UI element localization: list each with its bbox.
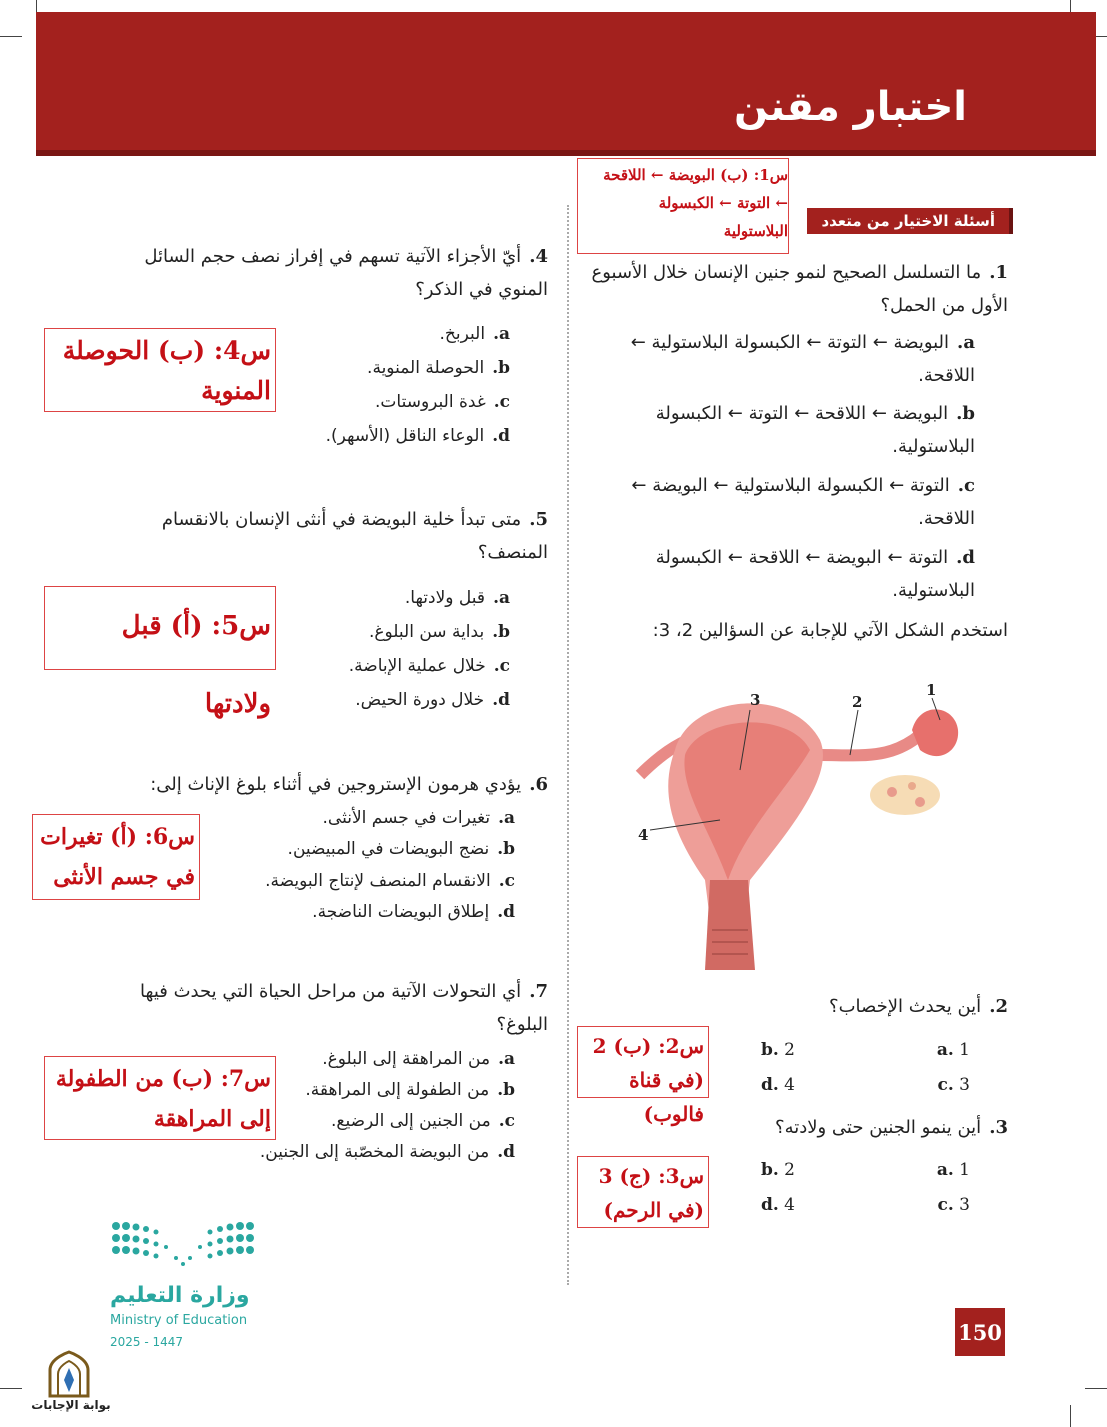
option-q5-c <box>290 649 510 683</box>
figure-label-3: 3 <box>750 691 761 709</box>
answer-line: س4: (ب) الحوصلة <box>62 336 271 365</box>
option-text: بداية سن البلوغ. <box>368 622 485 642</box>
option-letter: b. <box>497 839 515 859</box>
page-number: 150 <box>955 1308 1005 1356</box>
leader-line-2 <box>850 710 858 755</box>
option-text: غدة البروستات. <box>375 392 486 412</box>
ministry-year: 2025 - 1447 <box>110 1335 184 1349</box>
answer-line: س1: (ب) البويضة ← اللاقحة <box>603 166 788 184</box>
option-text: الوعاء الناقل (الأسهر). <box>325 426 485 446</box>
figure-intro: استخدم الشكل الآتي للإجابة عن السؤالين 2، 3: <box>652 620 1008 641</box>
option-letter: c. <box>957 475 975 496</box>
question-4 <box>125 240 548 306</box>
option-letter: c. <box>493 392 510 412</box>
option-q7-d <box>200 1135 515 1169</box>
question-7 <box>125 975 548 1041</box>
question-1 <box>590 256 1008 322</box>
question-text: ما التسلسل الصحيح لنمو جنين الإنسان خلال الأسبوع الأول من الحمل؟ <box>591 262 1008 316</box>
option-letter: a. <box>936 1160 954 1180</box>
option-text: الحوصلة المنوية. <box>367 358 485 378</box>
option-letter: c. <box>937 1075 954 1095</box>
option-letter: b. <box>492 358 510 378</box>
option-q1-c <box>590 469 975 535</box>
question-5 <box>125 503 548 569</box>
answer-box-q2 <box>577 1026 709 1126</box>
cervix <box>705 880 755 970</box>
option-text: من الطفولة إلى المراهقة. <box>305 1080 490 1100</box>
question-number: 3. <box>989 1117 1008 1138</box>
option-q3-c <box>900 1195 970 1215</box>
option-q5-b <box>290 615 510 649</box>
question-number: 6. <box>529 774 548 795</box>
option-letter: d. <box>956 547 975 568</box>
question-number: 7. <box>529 981 548 1002</box>
watermark-text: بوابة الإجابات <box>31 1398 111 1412</box>
option-q4-a <box>290 317 510 351</box>
question-text: أين ينمو الجنين حتى ولادته؟ <box>775 1117 982 1138</box>
answer-line: البلاستولية <box>723 222 788 240</box>
option-text: قبل ولادتها. <box>404 588 486 608</box>
option-letter: a. <box>936 1040 954 1060</box>
crop-mark <box>0 1388 22 1389</box>
answer-box-q7 <box>44 1056 276 1140</box>
option-letter: b. <box>497 1080 515 1100</box>
question-text: يؤدي هرمون الإستروجين في أثناء بلوغ الإناث إلى: <box>150 774 522 795</box>
option-letter: c. <box>498 1111 515 1131</box>
option-q6-b <box>220 832 515 866</box>
option-q6-a <box>220 801 515 835</box>
option-text: 1 <box>959 1160 970 1180</box>
header-banner-shadow <box>36 150 1096 156</box>
option-text: البويضة ← التوتة ← الكبسولة البلاستولية ← اللاقحة. <box>630 332 975 386</box>
option-text: 4 <box>784 1195 795 1215</box>
option-letter: d. <box>760 1075 779 1095</box>
question-number: 4. <box>529 246 548 267</box>
answers-gate-logo-icon <box>46 1350 92 1400</box>
option-letter: c. <box>498 871 515 891</box>
option-letter: d. <box>497 1142 515 1162</box>
crop-mark <box>1085 1388 1107 1389</box>
option-letter: d. <box>492 426 510 446</box>
answer-line: س2: (ب) 2 <box>592 1034 704 1058</box>
option-text: خلال دورة الحيض. <box>355 690 485 710</box>
fallopian-tube-right <box>820 735 920 755</box>
figure-label-1: 1 <box>926 681 937 699</box>
answer-line: إلى المراهقة <box>153 1106 271 1132</box>
option-q1-d <box>590 541 975 607</box>
option-q3-d <box>725 1195 795 1215</box>
question-number: 2. <box>989 996 1008 1017</box>
option-q2-b <box>725 1040 795 1060</box>
ministry-dots-logo <box>110 1220 260 1270</box>
option-letter: b. <box>760 1160 779 1180</box>
option-q5-a <box>290 581 510 615</box>
option-text: من المراهقة إلى البلوغ. <box>322 1049 491 1069</box>
option-text: 3 <box>959 1075 970 1095</box>
option-q7-a <box>240 1042 515 1076</box>
question-6 <box>125 768 548 801</box>
question-text: أي التحولات الآتية من مراحل الحياة التي يحدث فيها البلوغ؟ <box>140 981 548 1035</box>
option-letter: a. <box>493 324 510 344</box>
option-q7-b <box>240 1073 515 1107</box>
option-text: 2 <box>784 1040 795 1060</box>
option-text: 1 <box>959 1040 970 1060</box>
option-q6-c <box>220 864 515 898</box>
option-text: خلال عملية الإباضة. <box>348 656 486 676</box>
option-text: من الجنين إلى الرضيع. <box>331 1111 491 1131</box>
question-text: أين يحدث الإخصاب؟ <box>829 996 982 1017</box>
page-title: اختبار مقنن <box>733 84 967 130</box>
fimbriae <box>912 709 958 756</box>
option-q3-b <box>725 1160 795 1180</box>
option-text: نضج البويضات في المبيضين. <box>287 839 490 859</box>
answer-line: س6: (أ) تغيرات <box>40 824 195 850</box>
option-letter: d. <box>497 902 515 922</box>
answer-box-q1 <box>577 158 789 254</box>
option-text: 4 <box>784 1075 795 1095</box>
crop-mark <box>1070 1405 1071 1427</box>
option-q2-a <box>900 1040 970 1060</box>
option-q4-d <box>290 419 510 453</box>
option-letter: b. <box>760 1040 779 1060</box>
option-letter: a. <box>957 332 975 353</box>
answer-line: (في قناة فالوب) <box>629 1068 704 1126</box>
option-text: 2 <box>784 1160 795 1180</box>
option-text: البربخ. <box>439 324 486 344</box>
option-letter: d. <box>760 1195 779 1215</box>
option-letter: c. <box>937 1195 954 1215</box>
ministry-name-english: Ministry of Education <box>110 1313 248 1328</box>
option-q7-c <box>240 1104 515 1138</box>
option-q5-d <box>290 683 510 717</box>
answer-line: س5: (أ) قبل ولادتها <box>121 611 271 719</box>
option-text: البويضة ← اللاقحة ← التوتة ← الكبسولة البلاستولية. <box>655 403 975 457</box>
option-text: تغيرات في جسم الأنثى. <box>322 808 491 828</box>
option-q2-d <box>725 1075 795 1095</box>
option-letter: a. <box>498 1049 515 1069</box>
column-divider <box>567 205 569 1285</box>
question-number: 5. <box>529 509 548 530</box>
option-q4-c <box>290 385 510 419</box>
uterus-figure <box>620 680 970 970</box>
option-q1-b <box>590 397 975 463</box>
figure-label-4: 4 <box>638 826 649 844</box>
answer-line: س7: (ب) من الطفولة <box>55 1066 271 1092</box>
answer-box-q6 <box>32 814 200 900</box>
answer-line: في جسم الأنثى <box>53 864 195 890</box>
option-letter: b. <box>492 622 510 642</box>
question-number: 1. <box>989 262 1008 283</box>
option-text: 3 <box>959 1195 970 1215</box>
answer-box-q5 <box>44 586 276 719</box>
option-text: التوتة ← الكبسولة البلاستولية ← البويضة ← اللاقحة. <box>631 475 975 529</box>
option-letter: d. <box>492 690 510 710</box>
answer-box-q4 <box>44 328 276 412</box>
option-text: التوتة ← البويضة ← اللاقحة ← الكبسولة البلاستولية. <box>655 547 975 601</box>
answer-line: س3: (ج) 3 <box>598 1164 704 1188</box>
crop-mark <box>0 36 22 37</box>
option-letter: b. <box>956 403 975 424</box>
option-q1-a <box>590 326 975 392</box>
option-q2-c <box>900 1075 970 1095</box>
option-text: الانقسام المنصف لإنتاج البويضة. <box>265 871 491 891</box>
ovary <box>870 775 940 815</box>
answer-line: ← التوتة ← الكبسولة <box>658 194 788 212</box>
question-text: أيّ الأجزاء الآتية تسهم في إفراز نصف حجم السائل المنوي في الذكر؟ <box>144 246 548 300</box>
option-text: من البويضة المخصّبة إلى الجنين. <box>259 1142 490 1162</box>
option-q3-a <box>900 1160 970 1180</box>
answer-line: المنوية <box>201 376 271 405</box>
section-tag: أسئلة الاختيار من متعدد <box>807 208 1009 234</box>
option-text: إطلاق البويضات الناضجة. <box>312 902 490 922</box>
figure-label-2: 2 <box>852 693 863 711</box>
option-q4-b <box>290 351 510 385</box>
option-letter: a. <box>493 588 510 608</box>
question-2 <box>720 990 1008 1023</box>
ministry-name-arabic: وزارة التعليم <box>110 1283 250 1308</box>
answer-line: (في الرحم) <box>603 1198 704 1222</box>
option-letter: a. <box>498 808 515 828</box>
answer-box-q3 <box>577 1156 709 1228</box>
question-3 <box>720 1111 1008 1144</box>
option-q6-d <box>220 895 515 929</box>
option-letter: c. <box>493 656 510 676</box>
question-text: متى تبدأ خلية البويضة في أنثى الإنسان بالانقسام المنصف؟ <box>161 509 548 563</box>
